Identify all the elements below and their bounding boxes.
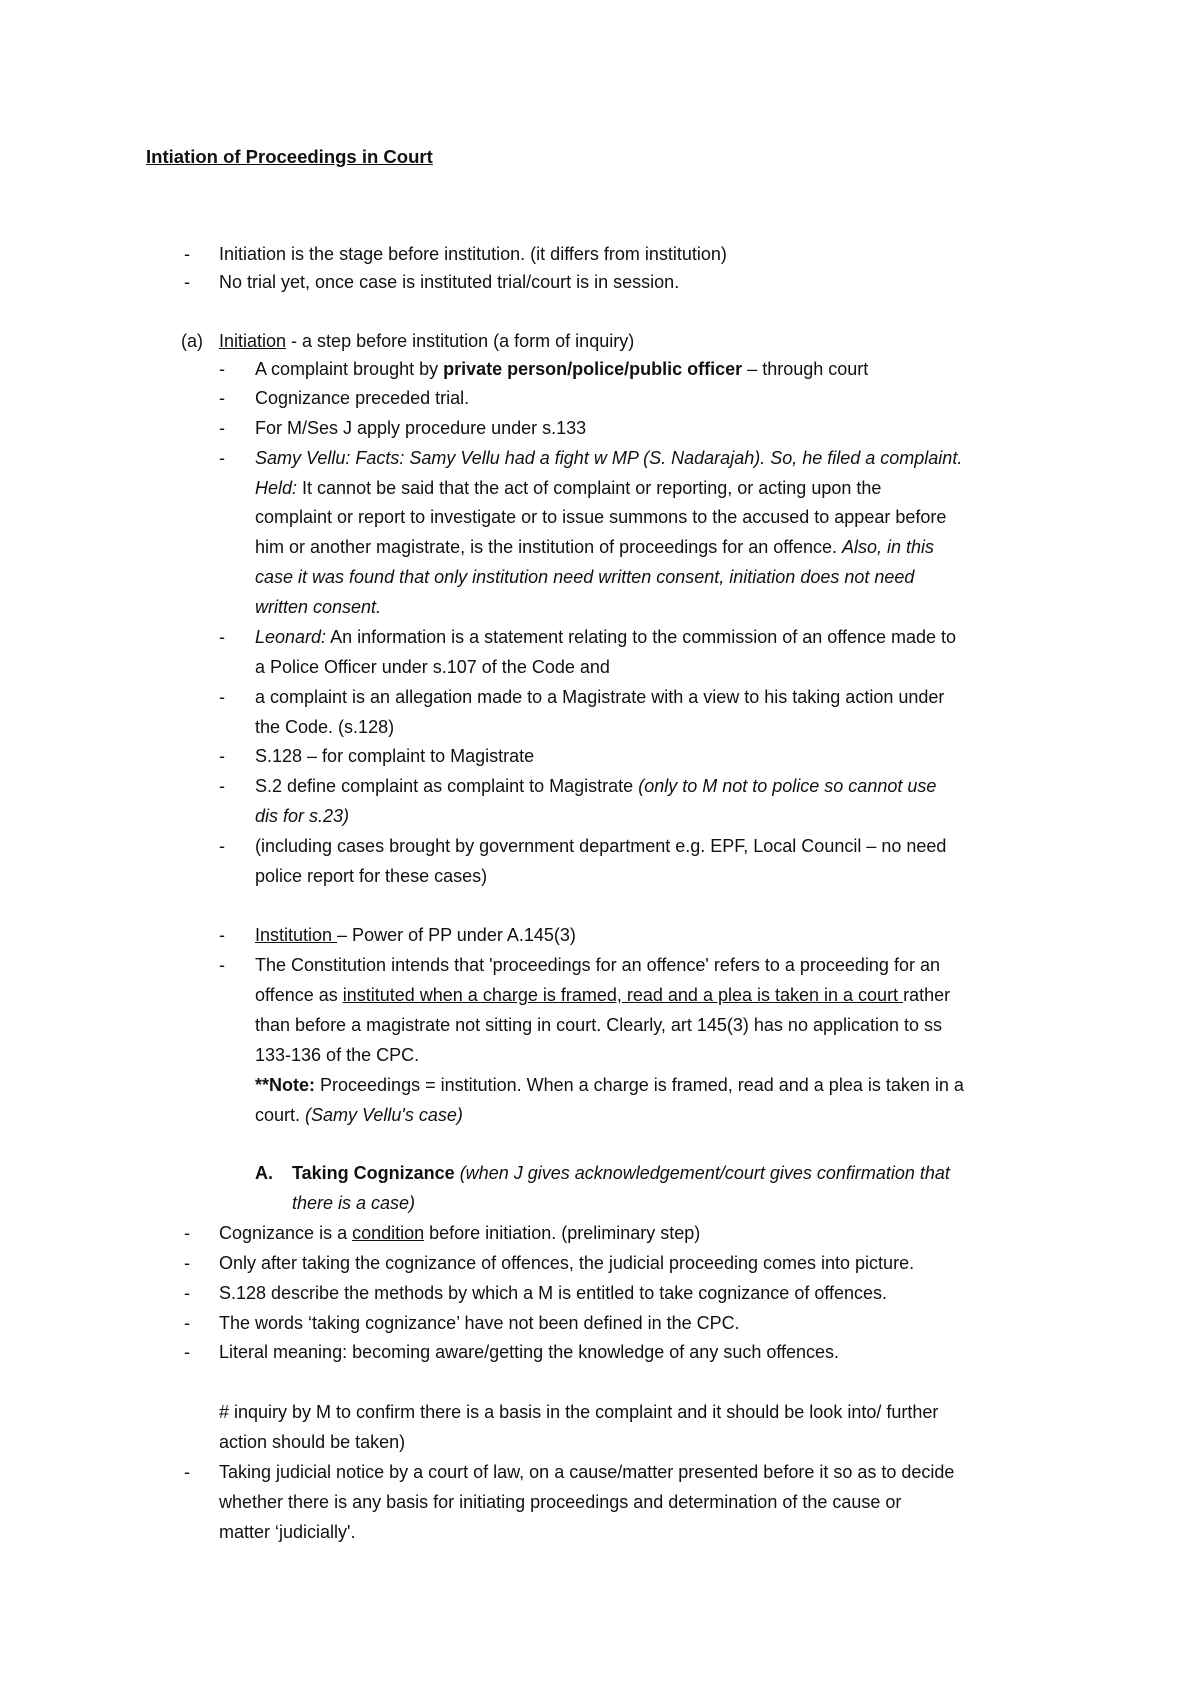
- judicial-proceeding: Only after taking the cognizance of offences, the judicial proceeding comes into picture.: [219, 1253, 915, 1273]
- section-A-heading: Taking Cognizance (when J gives acknowledgement/court gives confirmation that: [292, 1163, 950, 1183]
- judicial-notice-line-1: Taking judicial notice by a court of law, on a cause/matter presented before it so as to decide: [219, 1462, 955, 1482]
- bullet-dash: -: [219, 388, 225, 408]
- constitution-line-1: The Constitution intends that 'proceedings for an offence' refers to a proceeding for an: [255, 955, 940, 975]
- judicial-notice-line-3: matter ‘judicially'.: [219, 1522, 356, 1542]
- s2-line-1: S.2 define complaint as complaint to Magistrate (only to M not to police so cannot use: [255, 776, 937, 796]
- section-a-heading: Initiation - a step before institution (a form of inquiry): [219, 331, 635, 351]
- not-defined: The words ‘taking cognizance’ have not been defined in the CPC.: [219, 1313, 740, 1333]
- leonard-line-2: a Police Officer under s.107 of the Code and: [255, 657, 610, 677]
- constitution-line-2: offence as instituted when a charge is framed, read and a plea is taken in a court rather: [255, 985, 951, 1005]
- section-A-heading-cont: there is a case): [292, 1193, 416, 1213]
- bullet-dash: -: [184, 1313, 190, 1333]
- constitution-line-4: 133-136 of the CPC.: [255, 1045, 420, 1065]
- s2-line-2: dis for s.23): [255, 806, 350, 826]
- section-A-label: A.: [255, 1163, 273, 1183]
- literal-meaning-line-1: Literal meaning: becoming aware/getting the knowledge of any such offences.: [219, 1342, 840, 1362]
- cognizance-condition: Cognizance is a condition before initiation. (preliminary step): [219, 1223, 701, 1243]
- samy-vellu-line-3: complaint or report to investigate or to issue summons to the accused to appear before: [255, 507, 947, 527]
- institution-bullet: Institution – Power of PP under A.145(3): [255, 925, 576, 945]
- bullet-dash: -: [184, 244, 190, 264]
- bullet-dash: -: [184, 1462, 190, 1482]
- samy-vellu-line-4: him or another magistrate, is the institution of proceedings for an offence. Also, in this: [255, 537, 935, 557]
- bullet-dash: -: [219, 776, 225, 796]
- note-line-2: court. (Samy Vellu's case): [255, 1105, 463, 1125]
- intro-line-2: No trial yet, once case is instituted trial/court is in session.: [219, 272, 680, 292]
- bullet-dash: -: [219, 925, 225, 945]
- leonard-line-1: Leonard: An information is a statement relating to the commission of an offence made to: [255, 627, 957, 647]
- judicial-notice-line-2: whether there is any basis for initiating proceedings and determination of the cause or: [219, 1492, 902, 1512]
- bullet-dash: -: [184, 272, 190, 292]
- section-a-label: (a): [181, 331, 203, 351]
- s128-bullet: S.128 – for complaint to Magistrate: [255, 746, 535, 766]
- note-line-1: **Note: Proceedings = institution. When a charge is framed, read and a plea is taken in a: [255, 1075, 964, 1095]
- samy-vellu-line-5: case it was found that only institution need written consent, initiation does not need: [255, 567, 915, 587]
- intro-line-1: Initiation is the stage before institution. (it differs from institution): [219, 244, 727, 264]
- bullet-dash: -: [219, 955, 225, 975]
- literal-meaning-line-3: # inquiry by M to confirm there is a basis in the complaint and it should be look into/ further: [219, 1402, 939, 1422]
- samy-vellu-line-2: Held: It cannot be said that the act of complaint or reporting, or acting upon the: [255, 478, 882, 498]
- samy-vellu-line-6: written consent.: [255, 597, 382, 617]
- bullet-dash: -: [219, 418, 225, 438]
- complaint-bullet: A complaint brought by private person/police/public officer – through court: [255, 359, 869, 379]
- bullet-dash: -: [184, 1283, 190, 1303]
- s128-methods: S.128 describe the methods by which a M is entitled to take cognizance of offences.: [219, 1283, 888, 1303]
- bullet-dash: -: [219, 627, 225, 647]
- cognizance-bullet: Cognizance preceded trial.: [255, 388, 470, 408]
- govt-dept-line-2: police report for these cases): [255, 866, 488, 886]
- bullet-dash: -: [219, 836, 225, 856]
- govt-dept-line-1: (including cases brought by government department e.g. EPF, Local Council – no need: [255, 836, 947, 856]
- bullet-dash: -: [219, 746, 225, 766]
- document-title: Intiation of Proceedings in Court: [146, 146, 433, 167]
- bullet-dash: -: [219, 448, 225, 468]
- bullet-dash: -: [184, 1342, 190, 1362]
- literal-meaning-line-4: action should be taken): [219, 1432, 406, 1452]
- bullet-dash: -: [184, 1253, 190, 1273]
- samy-vellu-line-1: Samy Vellu: Facts: Samy Vellu had a fight w MP (S. Nadarajah). So, he filed a complaint.: [255, 448, 963, 468]
- complaint-def-line-1: a complaint is an allegation made to a Magistrate with a view to his taking action under: [255, 687, 945, 707]
- bullet-dash: -: [219, 687, 225, 707]
- constitution-line-3: than before a magistrate not sitting in court. Clearly, art 145(3) has no application to ss: [255, 1015, 943, 1035]
- bullet-dash: -: [184, 1223, 190, 1243]
- complaint-def-line-2: the Code. (s.128): [255, 717, 395, 737]
- procedure-bullet: For M/Ses J apply procedure under s.133: [255, 418, 587, 438]
- bullet-dash: -: [219, 359, 225, 379]
